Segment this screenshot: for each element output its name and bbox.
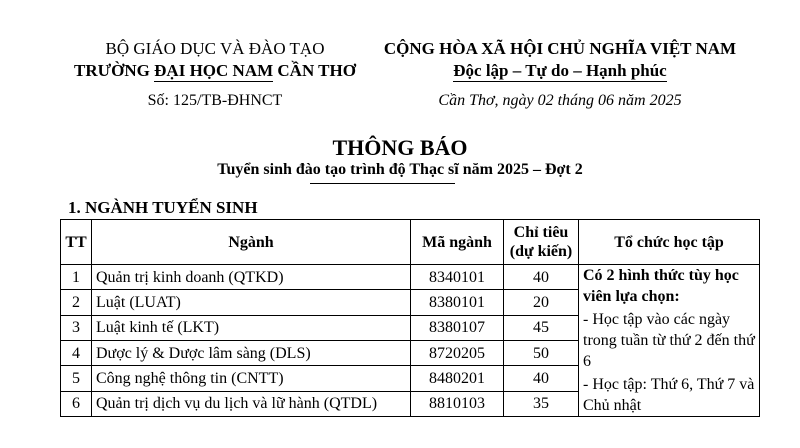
program-code: 8380101 [411, 290, 504, 315]
program-quota: 20 [504, 290, 579, 315]
header-program: Ngành [92, 220, 411, 265]
ministry-name: BỘ GIÁO DỤC VÀ ĐÀO TẠO [105, 39, 325, 58]
organization-option-1: - Học tập vào các ngày trong tuần từ thứ 2 đến thứ 6 [583, 311, 755, 370]
row-number: 1 [61, 265, 92, 290]
programs-table [60, 219, 760, 417]
document-number: Số: 125/TB-ĐHNCT [147, 92, 283, 109]
table-header-row [61, 220, 760, 265]
program-name: Quản trị dịch vụ du lịch và lữ hành (QTDL) [92, 391, 411, 416]
program-quota: 45 [504, 315, 579, 340]
program-quota: 40 [504, 265, 579, 290]
school-name-suffix: CẦN THƠ [273, 61, 356, 80]
header-code: Mã ngành [411, 220, 504, 265]
header-quota-line2: (dự kiến) [509, 243, 573, 260]
subtitle-underline [310, 183, 455, 184]
organization-heading: Có 2 hình thức tùy học viên lựa chọn: [583, 267, 739, 305]
program-name: Công nghệ thông tin (CNTT) [92, 366, 411, 391]
section-heading: 1. NGÀNH TUYỂN SINH [68, 198, 258, 217]
program-code: 8380107 [411, 315, 504, 340]
program-code: 8340101 [411, 265, 504, 290]
program-code: 8810103 [411, 391, 504, 416]
header-quota-line1: Chỉ tiêu [513, 224, 569, 241]
program-code: 8480201 [411, 366, 504, 391]
row-number: 4 [61, 340, 92, 365]
national-motto-text: Độc lập – Tự do – Hạnh phúc [453, 61, 667, 80]
header-organization: Tổ chức học tập [579, 220, 760, 265]
organization-cell [579, 265, 760, 417]
program-quota: 50 [504, 340, 579, 365]
republic-name: CỘNG HÒA XÃ HỘI CHỦ NGHĨA VIỆT NAM [383, 39, 737, 58]
row-number: 6 [61, 391, 92, 416]
notice-title: THÔNG BÁO [332, 135, 468, 160]
national-motto [345, 60, 775, 82]
row-number: 5 [61, 366, 92, 391]
program-quota: 35 [504, 391, 579, 416]
school-name-underlined: ĐẠI HỌC NAM [154, 61, 274, 80]
program-code: 8720205 [411, 340, 504, 365]
program-name: Luật kinh tế (LKT) [92, 315, 411, 340]
place-date-line: Cần Thơ, ngày 02 tháng 06 năm 2025 [438, 92, 682, 109]
program-name: Quản trị kinh doanh (QTKD) [92, 265, 411, 290]
national-heading-block [345, 38, 775, 112]
table-row [61, 265, 760, 290]
organization-option-2: - Học tập: Thứ 6, Thứ 7 và Chủ nhật [583, 376, 755, 414]
header-tt: TT [61, 220, 92, 265]
row-number: 3 [61, 315, 92, 340]
notice-subtitle: Tuyển sinh đào tạo trình độ Thạc sĩ năm 2025 – Đợt 2 [217, 161, 583, 178]
program-quota: 40 [504, 366, 579, 391]
program-name: Luật (LUAT) [92, 290, 411, 315]
header-quota [504, 220, 579, 265]
program-name: Dược lý & Dược lâm sàng (DLS) [92, 340, 411, 365]
row-number: 2 [61, 290, 92, 315]
school-name-prefix: TRƯỜNG [74, 61, 155, 80]
